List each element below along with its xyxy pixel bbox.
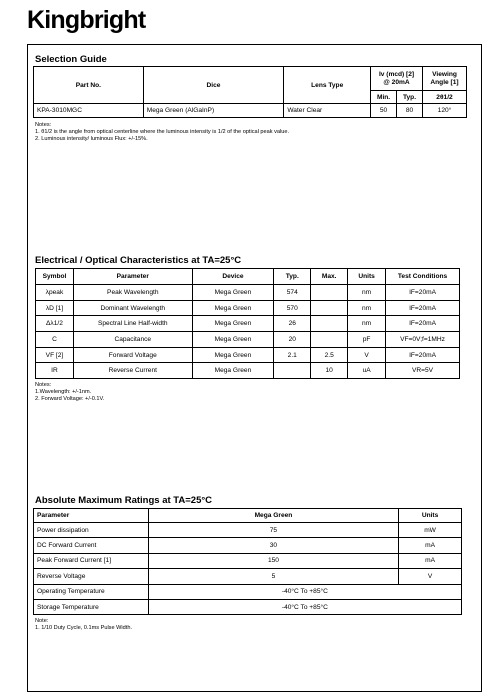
cell-device: Mega Green bbox=[192, 285, 274, 301]
cell-typ: 2.1 bbox=[274, 347, 311, 363]
table-row bbox=[36, 285, 460, 301]
cell-typ: 574 bbox=[274, 285, 311, 301]
absolute-ratings-title: Absolute Maximum Ratings at TA=25°C bbox=[35, 495, 213, 506]
header-iv bbox=[371, 67, 423, 91]
header-iv-line2: @ 20mA bbox=[383, 78, 410, 86]
cell-parameter: Storage Temperature bbox=[34, 599, 149, 614]
cell-parameter: Peak Forward Current [1] bbox=[34, 553, 149, 568]
header-parameter: Parameter bbox=[34, 509, 149, 523]
cell-symbol: λD [1] bbox=[36, 300, 74, 316]
cell-symbol: Δλ1/2 bbox=[36, 316, 74, 332]
note-line: 1.Wavelength: +/-1nm. bbox=[35, 388, 92, 395]
selection-guide-title: Selection Guide bbox=[35, 54, 107, 65]
cell-units: mA bbox=[399, 538, 462, 553]
cell-value: 30 bbox=[148, 538, 398, 553]
cell-lens: Water Clear bbox=[284, 104, 371, 118]
cell-max bbox=[311, 332, 348, 348]
cell-conditions: IF=20mA bbox=[386, 300, 460, 316]
cell-units: nm bbox=[348, 316, 386, 332]
selection-guide-table bbox=[33, 66, 467, 118]
cell-device: Mega Green bbox=[192, 300, 274, 316]
cell-typ: 570 bbox=[274, 300, 311, 316]
cell-units: nm bbox=[348, 300, 386, 316]
cell-parameter: Reverse Voltage bbox=[34, 569, 149, 584]
cell-units: mW bbox=[399, 523, 462, 538]
cell-units: pF bbox=[348, 332, 386, 348]
note-line: 2. Forward Voltage: +/-0.1V. bbox=[35, 395, 105, 402]
header-dice: Dice bbox=[143, 67, 284, 104]
cell-min: 50 bbox=[371, 104, 397, 118]
cell-conditions: VR=5V bbox=[386, 363, 460, 379]
cell-max bbox=[311, 285, 348, 301]
table-row bbox=[34, 553, 462, 568]
cell-parameter: Capacitance bbox=[73, 332, 192, 348]
note-line: 1. θ1/2 is the angle from optical centerline where the luminous intensity is 1/2 of the optical peak value. bbox=[35, 128, 290, 135]
cell-parameter: Peak Wavelength bbox=[73, 285, 192, 301]
electrical-title: Electrical / Optical Characteristics at TA=25°C bbox=[35, 255, 242, 266]
table-row bbox=[34, 569, 462, 584]
cell-conditions: IF=20mA bbox=[386, 316, 460, 332]
header-parameter: Parameter bbox=[73, 269, 192, 285]
table-row bbox=[36, 316, 460, 332]
cell-parameter: DC Forward Current bbox=[34, 538, 149, 553]
table-row bbox=[34, 538, 462, 553]
cell-part-no: KPA-3010MGC bbox=[34, 104, 144, 118]
note-line: Notes: bbox=[35, 122, 52, 128]
electrical-notes bbox=[35, 382, 104, 402]
cell-conditions: VF=0V;f=1MHz bbox=[386, 332, 460, 348]
header-device: Device bbox=[192, 269, 274, 285]
cell-parameter: Reverse Current bbox=[73, 363, 192, 379]
table-row bbox=[36, 347, 460, 363]
cell-parameter: Operating Temperature bbox=[34, 584, 149, 599]
header-symbol: Symbol bbox=[36, 269, 74, 285]
cell-typ: 20 bbox=[274, 332, 311, 348]
cell-device: Mega Green bbox=[192, 363, 274, 379]
header-theta: 2θ1/2 bbox=[423, 91, 467, 104]
cell-units: V bbox=[348, 347, 386, 363]
cell-symbol: IR bbox=[36, 363, 74, 379]
header-mega-green: Mega Green bbox=[148, 509, 398, 523]
cell-max bbox=[311, 316, 348, 332]
header-min: Min. bbox=[371, 91, 397, 104]
cell-max: 10 bbox=[311, 363, 348, 379]
cell-units: V bbox=[399, 569, 462, 584]
cell-max bbox=[311, 300, 348, 316]
header-typ: Typ. bbox=[397, 91, 423, 104]
note-line: 1. 1/10 Duty Cycle, 0.1ms Pulse Width. bbox=[35, 624, 132, 631]
cell-symbol: λpeak bbox=[36, 285, 74, 301]
table-row bbox=[34, 599, 462, 614]
cell-typ: 80 bbox=[397, 104, 423, 118]
cell-parameter: Forward Voltage bbox=[73, 347, 192, 363]
cell-parameter: Power dissipation bbox=[34, 523, 149, 538]
cell-typ bbox=[274, 363, 311, 379]
cell-parameter: Spectral Line Half-width bbox=[73, 316, 192, 332]
cell-units: nm bbox=[348, 285, 386, 301]
cell-conditions: IF=20mA bbox=[386, 285, 460, 301]
header-viewing-line1: Viewing bbox=[432, 70, 457, 78]
cell-angle: 120° bbox=[423, 104, 467, 118]
cell-max: 2.5 bbox=[311, 347, 348, 363]
cell-value: 75 bbox=[148, 523, 398, 538]
cell-symbol: C bbox=[36, 332, 74, 348]
table-row bbox=[34, 523, 462, 538]
cell-value: -40°C To +85°C bbox=[148, 599, 461, 614]
cell-value: -40°C To +85°C bbox=[148, 584, 461, 599]
table-row bbox=[36, 332, 460, 348]
table-row bbox=[36, 300, 460, 316]
header-viewing-angle bbox=[423, 67, 467, 91]
table-row bbox=[34, 584, 462, 599]
table-row bbox=[36, 363, 460, 379]
header-test-conditions: Test Conditions bbox=[386, 269, 460, 285]
cell-conditions: IF=20mA bbox=[386, 347, 460, 363]
cell-units: mA bbox=[399, 553, 462, 568]
absolute-ratings-table bbox=[33, 508, 462, 615]
cell-device: Mega Green bbox=[192, 332, 274, 348]
cell-symbol: VF [2] bbox=[36, 347, 74, 363]
cell-dice: Mega Green (AlGaInP) bbox=[143, 104, 284, 118]
note-line: Note: bbox=[35, 618, 49, 624]
cell-parameter: Dominant Wavelength bbox=[73, 300, 192, 316]
header-typ: Typ. bbox=[274, 269, 311, 285]
cell-value: 5 bbox=[148, 569, 398, 584]
header-lens-type: Lens Type bbox=[284, 67, 371, 104]
note-line: 2. Luminous intensity/ luminous Flux: +/-15%. bbox=[35, 135, 148, 142]
brand-logo: Kingbright bbox=[27, 6, 146, 34]
electrical-table bbox=[35, 268, 460, 379]
table-row bbox=[34, 104, 467, 118]
absolute-notes bbox=[35, 618, 132, 632]
header-units: Units bbox=[399, 509, 462, 523]
header-part-no: Part No. bbox=[34, 67, 144, 104]
header-viewing-line2: Angle [1] bbox=[430, 78, 459, 86]
cell-typ: 26 bbox=[274, 316, 311, 332]
note-line: Notes: bbox=[35, 382, 52, 388]
header-iv-line1: Iv (mcd) [2] bbox=[378, 70, 415, 78]
cell-device: Mega Green bbox=[192, 347, 274, 363]
cell-value: 150 bbox=[148, 553, 398, 568]
cell-units: uA bbox=[348, 363, 386, 379]
cell-device: Mega Green bbox=[192, 316, 274, 332]
header-units: Units bbox=[348, 269, 386, 285]
header-max: Max. bbox=[311, 269, 348, 285]
selection-notes bbox=[35, 122, 289, 142]
